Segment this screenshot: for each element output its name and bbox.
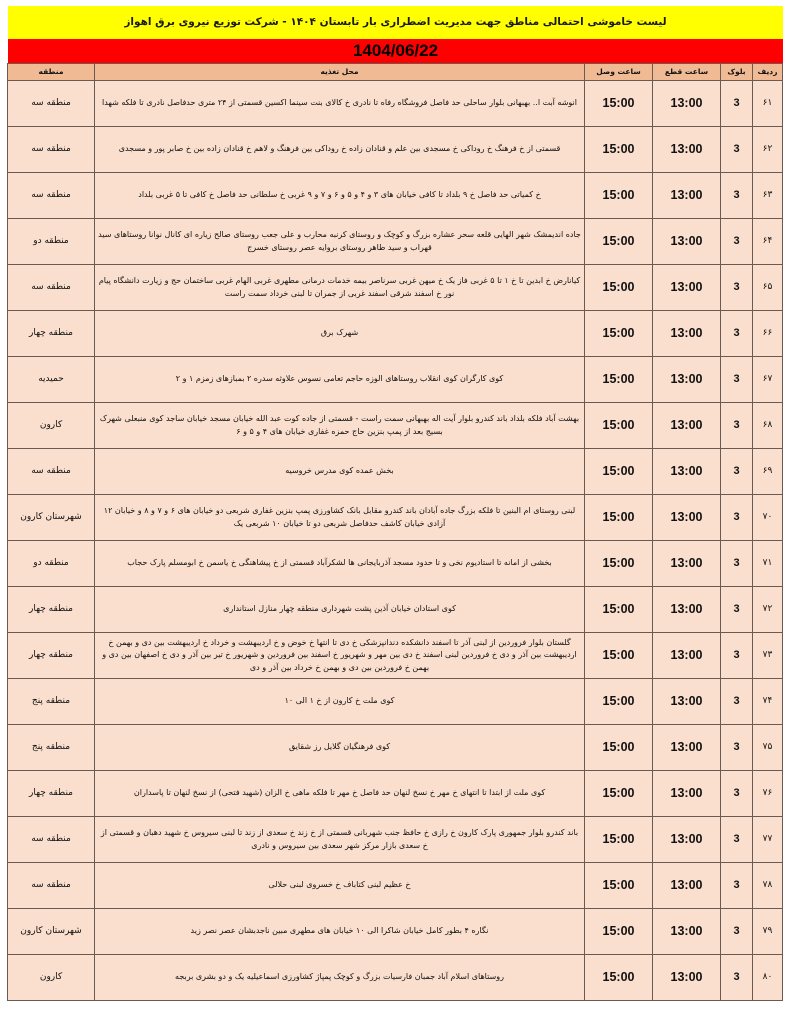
- cell-radif: ۶۲: [753, 127, 783, 173]
- cell-feed-location: کوی فرهنگیان گلایل رز شقایق: [95, 725, 585, 771]
- cell-restore-time: 15:00: [585, 633, 653, 679]
- cell-radif: ۶۱: [753, 81, 783, 127]
- cell-cutoff-time: 13:00: [653, 495, 721, 541]
- cell-region: منطقه سه: [8, 817, 95, 863]
- cell-region: منطقه چهار: [8, 587, 95, 633]
- cell-radif: ۷۱: [753, 541, 783, 587]
- cell-cutoff-time: 13:00: [653, 955, 721, 1001]
- table-row: [8, 771, 783, 817]
- cell-restore-time: 15:00: [585, 173, 653, 219]
- cell-restore-time: 15:00: [585, 771, 653, 817]
- cell-radif: ۷۵: [753, 725, 783, 771]
- cell-feed-location: روستاهای اسلام آباد جمبان فارسیات بزرگ و کوچک پمپاژ کشاورزی اسماعیلیه یک و دو بشری بربجه: [95, 955, 585, 1001]
- cell-restore-time: 15:00: [585, 679, 653, 725]
- cell-radif: ۷۶: [753, 771, 783, 817]
- cell-radif: ۷۴: [753, 679, 783, 725]
- cell-region: منطقه سه: [8, 173, 95, 219]
- cell-radif: ۶۹: [753, 449, 783, 495]
- cell-radif: ۶۶: [753, 311, 783, 357]
- page-title: لیست خاموشی احتمالی مناطق جهت مدیریت اضطراری بار تابستان ۱۴۰۴ - شرکت توزیع نیروی برق اهواز: [124, 16, 667, 29]
- cell-restore-time: 15:00: [585, 955, 653, 1001]
- cell-cutoff-time: 13:00: [653, 817, 721, 863]
- cell-block: 3: [721, 771, 753, 817]
- cell-region: منطقه سه: [8, 127, 95, 173]
- cell-cutoff-time: 13:00: [653, 265, 721, 311]
- cell-cutoff-time: 13:00: [653, 127, 721, 173]
- cell-block: 3: [721, 127, 753, 173]
- cell-region: منطقه چهار: [8, 311, 95, 357]
- table-row: [8, 449, 783, 495]
- table-row: [8, 725, 783, 771]
- column-header-cutoff-time: ساعت قطع: [653, 64, 721, 81]
- cell-block: 3: [721, 863, 753, 909]
- cell-radif: ۷۹: [753, 909, 783, 955]
- cell-cutoff-time: 13:00: [653, 633, 721, 679]
- cell-restore-time: 15:00: [585, 81, 653, 127]
- cell-restore-time: 15:00: [585, 817, 653, 863]
- cell-restore-time: 15:00: [585, 587, 653, 633]
- cell-block: 3: [721, 587, 753, 633]
- cell-block: 3: [721, 817, 753, 863]
- table-row: [8, 633, 783, 679]
- cell-radif: ۶۳: [753, 173, 783, 219]
- table-row: [8, 955, 783, 1001]
- cell-restore-time: 15:00: [585, 541, 653, 587]
- cell-feed-location: خ کمیاتی حد فاصل خ ۹ بلداد تا کافی خیابان های ۳ و ۴ و ۵ و ۶ و ۷ و ۹ غربی خ سلطانی حد فاصل خ کافی تا ۵ غربی بلداد: [95, 173, 585, 219]
- cell-block: 3: [721, 265, 753, 311]
- table-row: [8, 173, 783, 219]
- cell-cutoff-time: 13:00: [653, 725, 721, 771]
- cell-region: منطقه دو: [8, 541, 95, 587]
- column-header-feed-location: محل تغذیه: [95, 64, 585, 81]
- title-banner: [8, 6, 783, 39]
- cell-block: 3: [721, 633, 753, 679]
- cell-feed-location: بهشت آباد فلکه بلداد باند کندرو بلوار آیت اله بهبهانی سمت راست - قسمتی از جاده کوت عبد الله خیابان مسجد خیابان ساجد کوی منبعلی شهرک بسیج بعد از پمپ بنزین حاج حمزه غفاری خیابان های ۴ و ۵ و ۶: [95, 403, 585, 449]
- cell-radif: ۶۸: [753, 403, 783, 449]
- cell-region: شهرستان کارون: [8, 495, 95, 541]
- cell-block: 3: [721, 311, 753, 357]
- table-row: [8, 127, 783, 173]
- table-row: [8, 679, 783, 725]
- table-row: [8, 403, 783, 449]
- cell-restore-time: 15:00: [585, 403, 653, 449]
- table-row: [8, 495, 783, 541]
- cell-feed-location: کوی ملت خ کارون از خ ۱ الی ۱۰: [95, 679, 585, 725]
- cell-block: 3: [721, 541, 753, 587]
- column-header-region: منطقه: [8, 64, 95, 81]
- cell-block: 3: [721, 449, 753, 495]
- cell-region: منطقه سه: [8, 449, 95, 495]
- cell-cutoff-time: 13:00: [653, 219, 721, 265]
- cell-region: منطقه سه: [8, 863, 95, 909]
- cell-feed-location: نگاره ۴ بطور کامل خیابان شاکرا الی ۱۰ خیابان های مطهری مبین ناجدبشان عصر نصر زید: [95, 909, 585, 955]
- cell-radif: ۷۳: [753, 633, 783, 679]
- cell-region: کارون: [8, 403, 95, 449]
- table-row: [8, 541, 783, 587]
- column-header-block: بلوک: [721, 64, 753, 81]
- cell-cutoff-time: 13:00: [653, 81, 721, 127]
- table-header-row: [8, 64, 783, 81]
- schedule-date: 1404/06/22: [352, 41, 439, 60]
- cell-cutoff-time: 13:00: [653, 679, 721, 725]
- cell-cutoff-time: 13:00: [653, 541, 721, 587]
- cell-block: 3: [721, 173, 753, 219]
- cell-cutoff-time: 13:00: [653, 771, 721, 817]
- table-row: [8, 81, 783, 127]
- cell-cutoff-time: 13:00: [653, 587, 721, 633]
- cell-radif: ۷۷: [753, 817, 783, 863]
- cell-restore-time: 15:00: [585, 265, 653, 311]
- cell-feed-location: انوشه آبت ا.. بهبهانی بلوار ساحلی حد فاصل فروشگاه رفاه تا نادری خ کالای بنت سینما اکسین قسمتی از ۲۴ متری حدفاصل نادری تا فلکه شهدا: [95, 81, 585, 127]
- cell-restore-time: 15:00: [585, 909, 653, 955]
- table-row: [8, 909, 783, 955]
- cell-radif: ۷۸: [753, 863, 783, 909]
- cell-region: منطقه سه: [8, 81, 95, 127]
- cell-feed-location: بخش عمده کوی مدرس خروسیه: [95, 449, 585, 495]
- cell-cutoff-time: 13:00: [653, 357, 721, 403]
- cell-restore-time: 15:00: [585, 725, 653, 771]
- cell-region: منطقه دو: [8, 219, 95, 265]
- cell-restore-time: 15:00: [585, 863, 653, 909]
- cell-feed-location: جاده اندیمشک شهر الهایی قلعه سحر عشاره بزرگ و کوچک و روستای کرنبه محارب و علی جعب روستای صالح زیاره ای کانال نوانا روستاهای سید قهراب و سید طاهر روستای بروایه عصر روستای خسرج: [95, 219, 585, 265]
- cell-feed-location: کیانارض خ ابدین تا خ ۱ تا ۵ غربی فاز یک خ میهن غربی سرناصر بیمه خدمات درمانی مطهری غربی الهام غربی ساختمان حج و زیارت دانشگاه پیام نور خ اسفند شرقی اسفند غربی از جمران تا لبنی خرداد سمت راست: [95, 265, 585, 311]
- date-banner: [8, 39, 783, 63]
- cell-cutoff-time: 13:00: [653, 311, 721, 357]
- cell-restore-time: 15:00: [585, 449, 653, 495]
- cell-radif: ۶۴: [753, 219, 783, 265]
- cell-radif: ۷۲: [753, 587, 783, 633]
- cell-cutoff-time: 13:00: [653, 403, 721, 449]
- table-row: [8, 357, 783, 403]
- cell-cutoff-time: 13:00: [653, 173, 721, 219]
- cell-region: منطقه چهار: [8, 633, 95, 679]
- cell-feed-location: کوی ملت از ابتدا تا انتهای خ مهر خ نسخ لنهان حد فاصل خ مهر تا فلکه ماهی خ الزان (شهید فتحی) از نسخ لنهان تا پاسداران: [95, 771, 585, 817]
- cell-cutoff-time: 13:00: [653, 909, 721, 955]
- cell-region: شهرستان کارون: [8, 909, 95, 955]
- cell-feed-location: گلستان بلوار فروردین از لبنی آذر تا اسفند دانشکده دندانپزشکی خ دی تا انتها خ خوض و خ اردیبهشت و خرداد خ اردیبهشت بین دی و بهمن خ اردیبهشت بین آذر و دی خ فروردین لبنی اسفند خ دی بین مهر و شهریور خ اسفند بین فروردین و شهریور خ تیر بین آذر و دی خ اصفهان بین دی و بهمن خ فروردین بین دی و بهمن خ خرداد بین آذر و دی: [95, 633, 585, 679]
- cell-block: 3: [721, 495, 753, 541]
- cell-region: منطقه چهار: [8, 771, 95, 817]
- column-header-radif: ردیف: [753, 64, 783, 81]
- table-row: [8, 863, 783, 909]
- cell-block: 3: [721, 81, 753, 127]
- cell-feed-location: کوی کارگران کوی انقلاب روستاهای الوزه حاجم تعامی نسوس علاوثه سدره ۲ بمبازهای زمزم ۱ و ۲: [95, 357, 585, 403]
- table-row: [8, 817, 783, 863]
- cell-region: کارون: [8, 955, 95, 1001]
- table-row: [8, 265, 783, 311]
- cell-region: منطقه سه: [8, 265, 95, 311]
- cell-block: 3: [721, 357, 753, 403]
- cell-cutoff-time: 13:00: [653, 863, 721, 909]
- cell-radif: ۷۰: [753, 495, 783, 541]
- cell-feed-location: لبنی روستای ام البنین تا فلکه بزرگ جاده آبادان باند کندرو مقابل بانک کشاورزی پمپ بنزین غفاری شربعی دو خیابان های ۶ و ۷ و ۸ و خیابان ۱۲ آزادی خیابان کاشف حدفاصل شربعی دو تا خیابان ۱۰ شربعی یک: [95, 495, 585, 541]
- cell-block: 3: [721, 403, 753, 449]
- cell-restore-time: 15:00: [585, 357, 653, 403]
- cell-block: 3: [721, 955, 753, 1001]
- table-row: [8, 219, 783, 265]
- column-header-restore-time: ساعت وصل: [585, 64, 653, 81]
- cell-block: 3: [721, 679, 753, 725]
- table-row: [8, 311, 783, 357]
- cell-restore-time: 15:00: [585, 311, 653, 357]
- cell-block: 3: [721, 909, 753, 955]
- cell-restore-time: 15:00: [585, 127, 653, 173]
- cell-feed-location: باند کندرو بلوار جمهوری پارک کارون خ رازی خ حافظ جنب شهربانی قسمتی از خ زند خ سعدی از زند تا لبنی سیروس خ شهید دهبان و قسمتی از خ سعدی بازار مرکز شهر سعدی بین سیروس و نادری: [95, 817, 585, 863]
- cell-block: 3: [721, 219, 753, 265]
- cell-restore-time: 15:00: [585, 219, 653, 265]
- cell-region: منطقه پنج: [8, 725, 95, 771]
- cell-block: 3: [721, 725, 753, 771]
- table-header: [8, 64, 783, 81]
- table-row: [8, 587, 783, 633]
- table-body: [8, 81, 783, 1001]
- cell-feed-location: خ عظیم لبنی کتاباف خ خسروی لبنی حلالی: [95, 863, 585, 909]
- cell-region: منطقه پنج: [8, 679, 95, 725]
- cell-feed-location: بخشی از امانه تا استادیوم نخی و تا حدود مسجد آذربایجانی ها لشکرآباد قسمتی از خ پیشاهنگی خ یاسمن خ ابومسلم پارک حجاب: [95, 541, 585, 587]
- cell-cutoff-time: 13:00: [653, 449, 721, 495]
- cell-radif: ۶۵: [753, 265, 783, 311]
- cell-radif: ۸۰: [753, 955, 783, 1001]
- cell-region: حمیدیه: [8, 357, 95, 403]
- cell-feed-location: شهرک برق: [95, 311, 585, 357]
- cell-radif: ۶۷: [753, 357, 783, 403]
- cell-feed-location: کوی استادان خیابان آذین پشت شهرداری منطقه چهار منازل استانداری: [95, 587, 585, 633]
- cell-feed-location: قسمتی از خ فرهنگ خ روداکی خ مسجدی بین علم و قنادان زاده خ روداکی بین فرهنگ و لاهم خ قنادان زاده بین خ صابر پور و مسجدی: [95, 127, 585, 173]
- outage-table: [7, 63, 783, 1001]
- cell-restore-time: 15:00: [585, 495, 653, 541]
